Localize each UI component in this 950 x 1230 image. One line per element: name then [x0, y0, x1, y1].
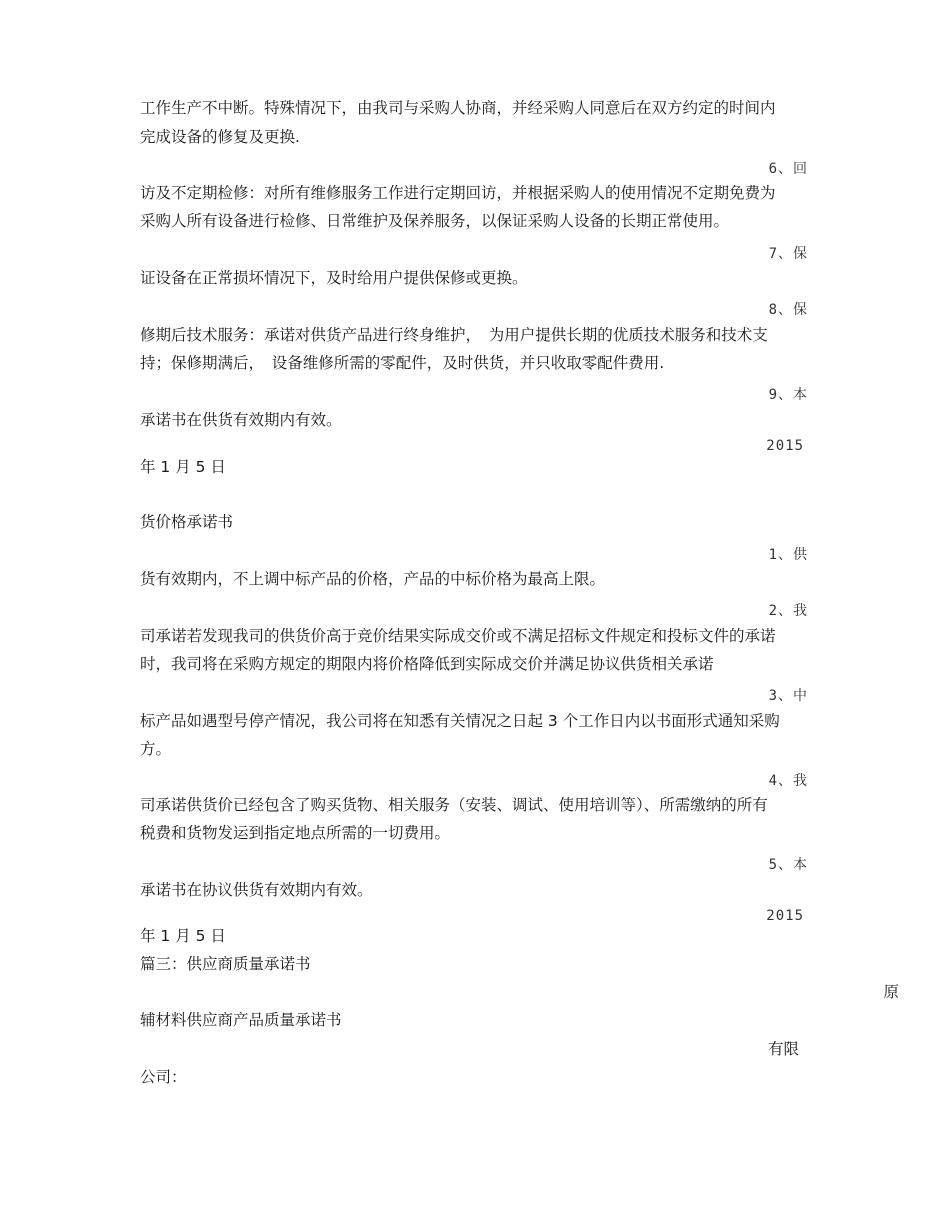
text-line: 税费和货物发运到指定地点所需的一切费用。 — [140, 824, 451, 842]
text-line: 时，我司将在采购方规定的期限内将价格降低到实际成交价并满足协议供货相关承诺 — [140, 655, 714, 673]
year-label: 2015 — [766, 908, 804, 924]
text-line: 修期后技术服务：承诺对供货产品进行终身维护， 为用户提供长期的优质技术服务和技术支 — [140, 326, 768, 344]
item-number: 3、中 — [768, 688, 808, 704]
text-fragment: 有限 — [767, 1040, 799, 1058]
item-number: 8、保 — [768, 302, 808, 318]
item-number: 5、本 — [768, 857, 808, 873]
item-number: 6、回 — [768, 161, 808, 177]
item-number: 7、保 — [768, 246, 808, 262]
text-line: 采购人所有设备进行检修、日常维护及保养服务，以保证采购人设备的长期正常使用。 — [140, 212, 730, 230]
text-line: 工作生产不中断。特殊情况下，由我司与采购人协商，并经采购人同意后在双方约定的时间内 — [140, 99, 776, 117]
date-line: 年 1 月 5 日 — [140, 927, 226, 945]
text-line: 承诺书在供货有效期内有效。 — [140, 411, 342, 429]
addressee-line: 公司： — [140, 1068, 187, 1086]
date-line: 年 1 月 5 日 — [140, 458, 226, 476]
text-line: 证设备在正常损坏情况下，及时给用户提供保修或更换。 — [140, 269, 528, 287]
section-heading: 篇三：供应商质量承诺书 — [140, 955, 311, 973]
section-title: 货价格承诺书 — [140, 513, 234, 531]
text-line: 司承诺供货价已经包含了购买货物、相关服务（安装、调试、使用培训等）、所需缴纳的所有 — [140, 796, 768, 814]
item-number: 9、本 — [768, 387, 808, 403]
text-line: 标产品如遇型号停产情况，我公司将在知悉有关情况之日起 3 个工作日内以书面形式通知采购 — [140, 712, 780, 730]
text-line: 完成设备的修复及更换. — [140, 128, 300, 146]
text-line: 承诺书在协议供货有效期内有效。 — [140, 881, 373, 899]
item-number: 2、我 — [768, 603, 808, 619]
document-title: 辅材料供应商产品质量承诺书 — [140, 1011, 342, 1029]
item-number: 1、供 — [768, 547, 808, 563]
text-line: 货有效期内，不上调中标产品的价格，产品的中标价格为最高上限。 — [140, 570, 606, 588]
text-line: 司承诺若发现我司的供货价高于竞价结果实际成交价或不满足招标文件规定和投标文件的承诺 — [140, 627, 776, 645]
text-line: 访及不定期检修：对所有维修服务工作进行定期回访，并根据采购人的使用情况不定期免费为 — [140, 184, 776, 202]
text-fragment: 原 — [883, 983, 899, 1001]
text-line: 方。 — [140, 740, 172, 758]
item-number: 4、我 — [768, 773, 808, 789]
year-label: 2015 — [766, 438, 804, 454]
text-line: 持；保修期满后， 设备维修所需的零配件，及时供货，并只收取零配件费用. — [140, 354, 665, 372]
